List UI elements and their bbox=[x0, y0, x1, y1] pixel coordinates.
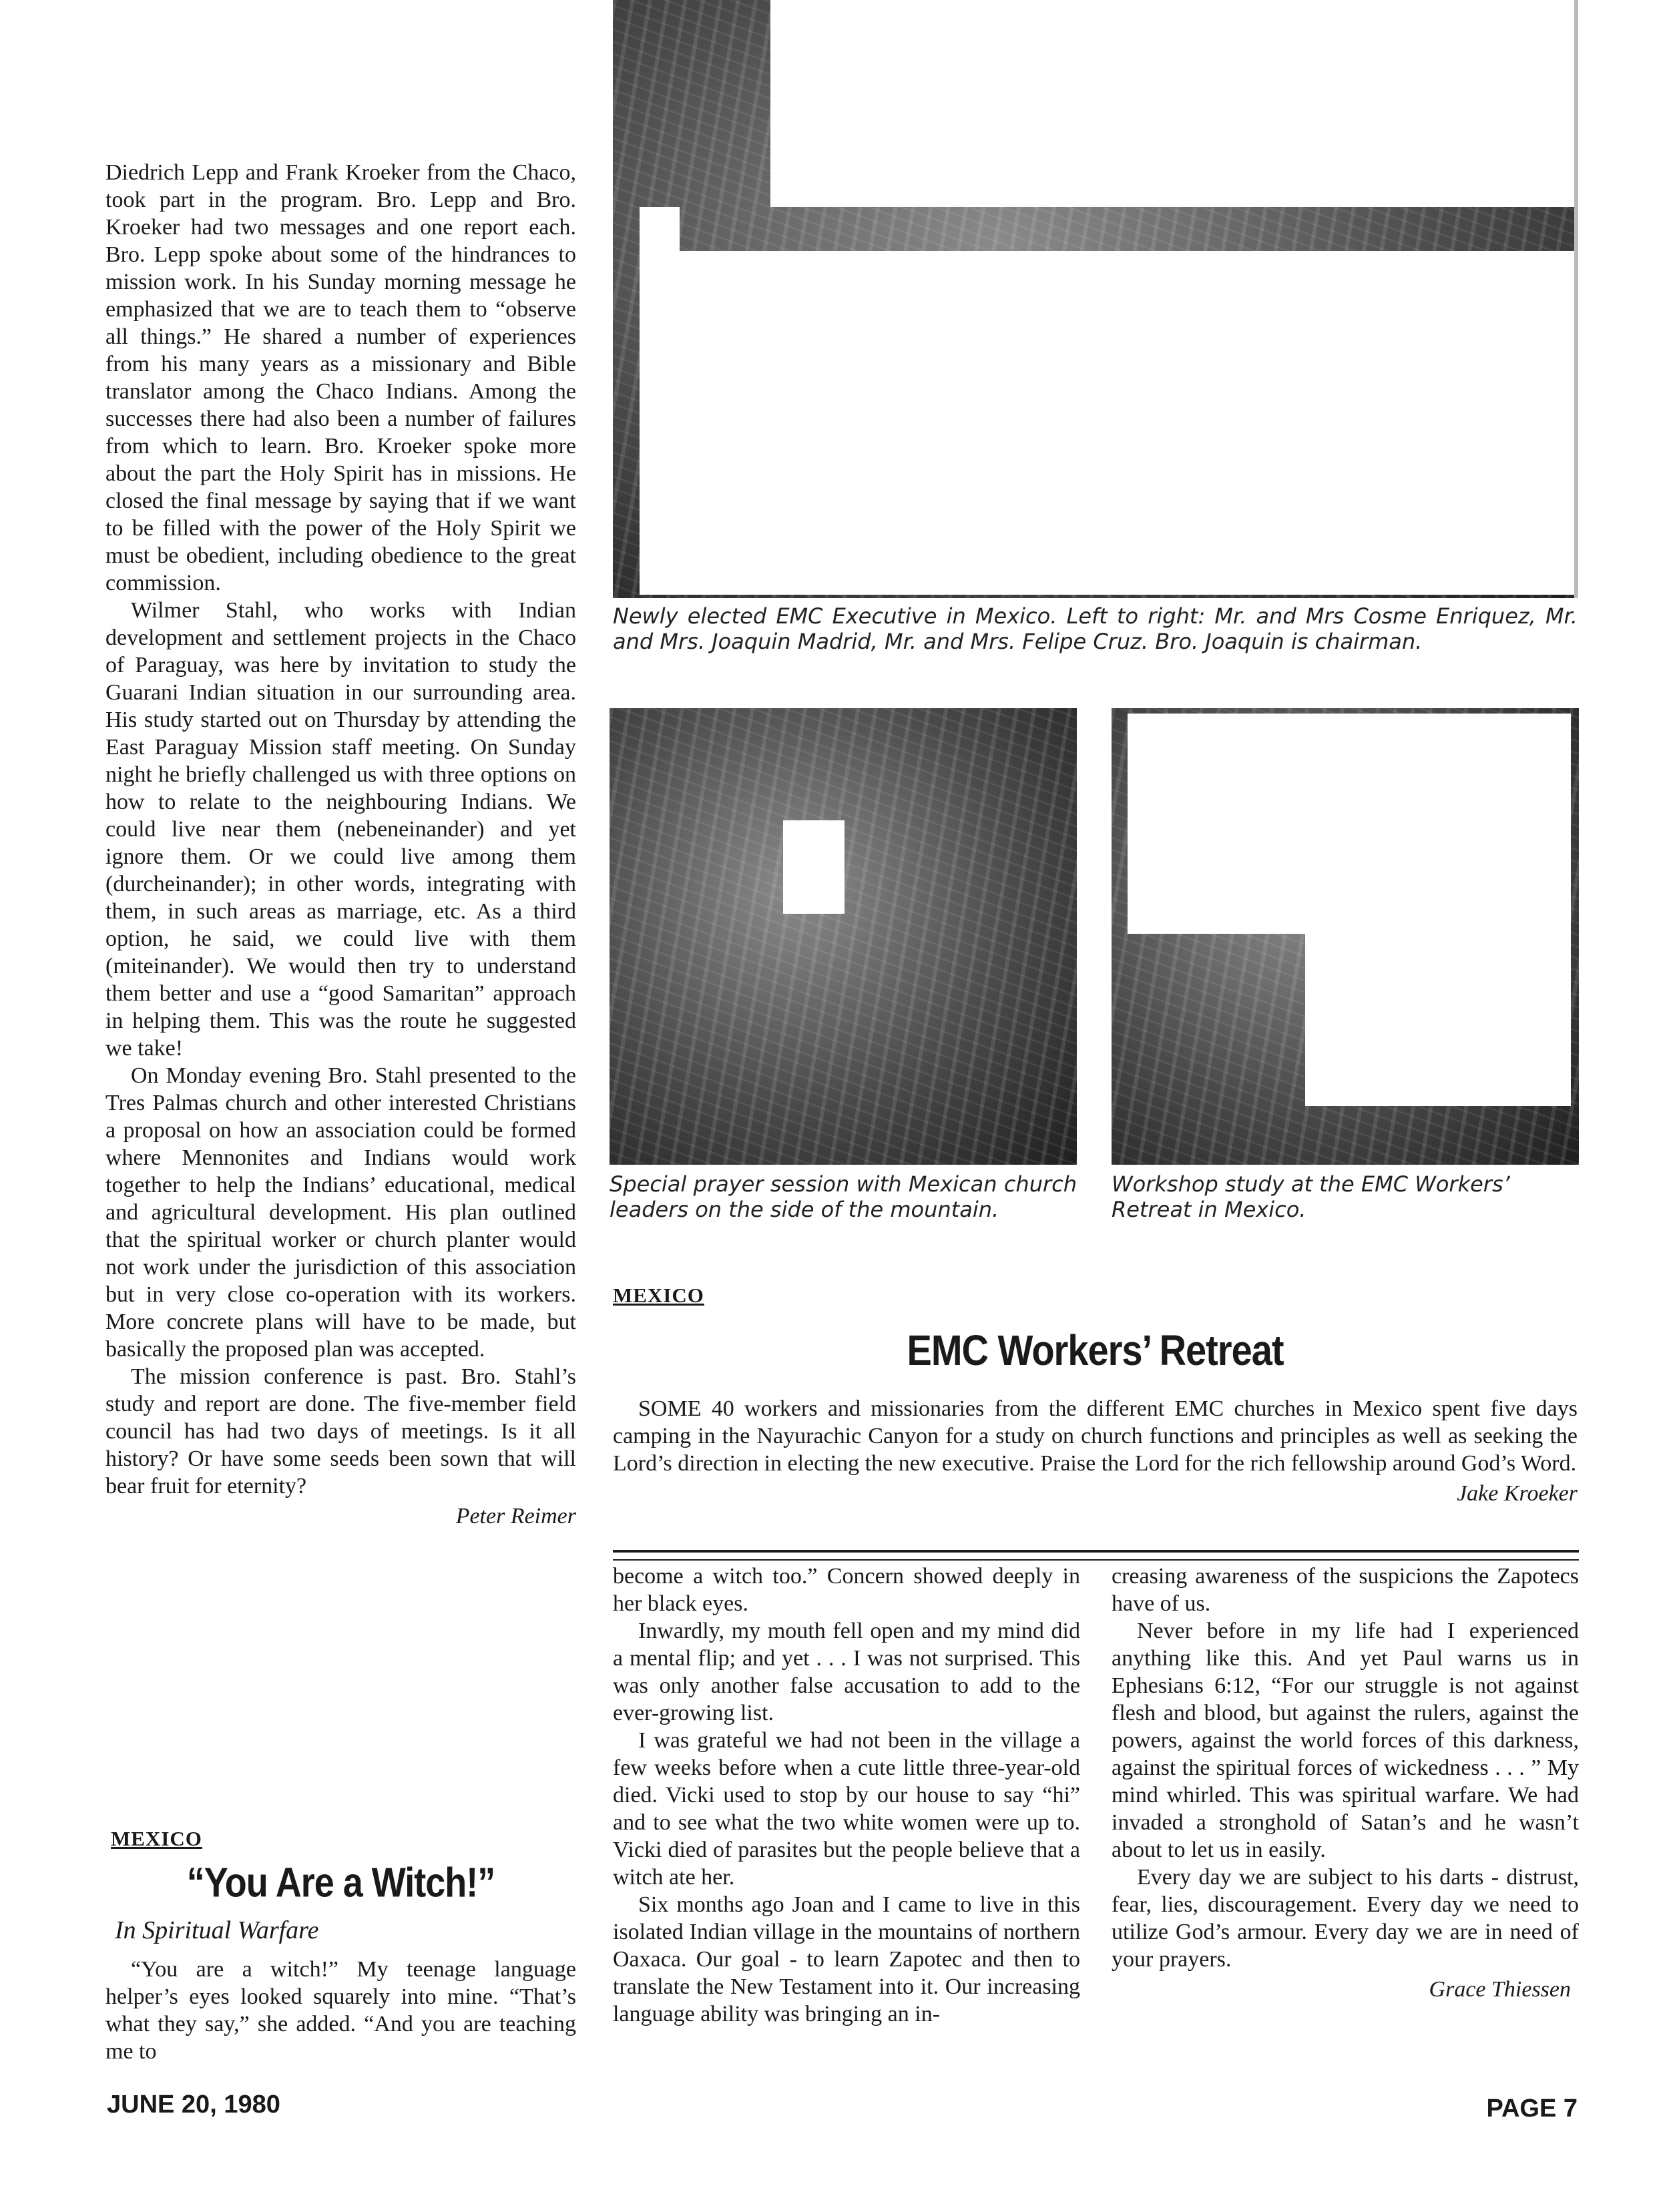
photo-workshop-study bbox=[1112, 708, 1579, 1165]
article-paragraph: Never before in my life had I experienced anything like this. And yet Paul warns us in Ephesians 6:12, “For our struggle is not against flesh and blood, but against the rulers, against the powers, against the world forces of this darkness, against the spiritual forces of wickedness . . . ” My mind whirled. This was spiritual warfare. We had invaded a stronghold of Satan’s and he wasn’t about to let us in easily. bbox=[1112, 1619, 1579, 1862]
photo-caption: Special prayer session with Mexican church leaders on the side of the mountain. bbox=[610, 1171, 1077, 1222]
section-tag: MEXICO bbox=[613, 1284, 704, 1307]
photo-caption: Newly elected EMC Executive in Mexico. Left to right: Mr. and Mrs Cosme Enriquez, Mr. and Mrs. Joaquin Madrid, Mr. and Mrs. Felipe Cruz. Bro. Joaquin is chairman. bbox=[613, 603, 1578, 654]
photo-prayer-session bbox=[610, 708, 1077, 1165]
article-middle-column bbox=[613, 1563, 1080, 2028]
article-paragraph: On Monday evening Bro. Stahl presented to the Tres Palmas church and other interested Christians a proposal on how an association could be formed where Mennonites and Indians would work together to help the Indians’ educational, medical and agricultural development. His plan outlined that the spiritual worker or church planter would not work under the jurisdiction of this association but in very close co-operation with its workers. More concrete plans will have to be made, but basically the proposed plan was accepted. bbox=[105, 1063, 576, 1362]
article-right-column bbox=[1112, 1563, 1579, 2003]
footer-date: JUNE 20, 1980 bbox=[107, 2091, 280, 2119]
divider bbox=[613, 1559, 1579, 1561]
article-paragraph: become a witch too.” Concern showed deeply in her black eyes. bbox=[613, 1564, 1080, 1616]
photo-caption: Workshop study at the EMC Workers’ Retreat in Mexico. bbox=[1112, 1171, 1510, 1222]
article-intro bbox=[105, 1956, 576, 2065]
footer-page-number: PAGE 7 bbox=[1486, 2095, 1578, 2123]
article-paragraph: Diedrich Lepp and Frank Kroeker from the Chaco, took part in the program. Bro. Lepp and Bro. Kroeker had two messages and one report each. Bro. Lepp spoke about some of the hindrances to mission work. In his Sunday morning message he emphasized that we are to teach them to “observe all things.” He shared a number of experiences from his many years as a missionary and Bible translator among the Chaco Indians. Among the successes there had also been a number of failures from which to learn. Bro. Kroeker spoke more about the part the Holy Spirit has in missions. He closed the final message by saying that if we want to be filled with the power of the Holy Spirit we must be obedient, including obedience to the great commission. bbox=[105, 160, 576, 595]
article-subhead: In Spiritual Warfare bbox=[115, 1916, 319, 1944]
article-paragraph: Wilmer Stahl, who works with Indian development and settlement projects in the Chaco of Paraguay, was here by invitation to study the Guarani Indian situation in our surrounding area. His study started out on Thursday by attending the East Paraguay Mission staff meeting. On Sunday night he briefly challenged us with three options on how to relate to the neighbouring Indians. We could live near them (nebeneinander) and yet ignore them. Or we could live among them (durcheinander); in other words, integrating with them, in such areas as marriage, etc. As a third option, he said, we could live with them (miteinander). We would then try to understand them better and use a “good Samaritan” approach in helping them. This was the route he suggested we take! bbox=[105, 598, 576, 1061]
article-paragraph: The mission conference is past. Bro. Stahl’s study and report are done. The five-member field council has had two days of meetings. Is it all history? Or have some seeds been sown that will bear fruit for eternity? bbox=[105, 1364, 576, 1498]
article-paragraph: creasing awareness of the suspicions the Zapotecs have of us. bbox=[1112, 1564, 1579, 1616]
article-paragraph: Every day we are subject to his darts - distrust, fear, lies, discouragement. Every day we need to utilize God’s armour. Every day we are in need of your prayers. bbox=[1112, 1865, 1579, 1972]
retreat-body bbox=[613, 1395, 1578, 1507]
article-left-column bbox=[105, 159, 576, 1530]
article-paragraph: Six months ago Joan and I came to live in this isolated Indian village in the mountains of northern Oaxaca. Our goal - to learn Zapotec and then to translate the New Testament into it. Our increasing language ability was bringing an in- bbox=[613, 1892, 1080, 2026]
article-signature: Peter Reimer bbox=[455, 1504, 576, 1529]
article-paragraph: SOME 40 workers and missionaries from the different EMC churches in Mexico spent five days camping in the Nayurachic Canyon for a study on church functions and principles as well as seeking the Lord’s direction in electing the new executive. Praise the Lord for the rich fellowship around God’s Word. bbox=[613, 1396, 1578, 1476]
article-headline: EMC Workers’ Retreat bbox=[907, 1326, 1284, 1374]
article-signature: Grace Thiessen bbox=[1429, 1977, 1571, 2002]
divider bbox=[613, 1550, 1579, 1553]
section-tag: MEXICO bbox=[111, 1827, 202, 1850]
article-headline: “You Are a Witch!” bbox=[186, 1860, 495, 1906]
article-paragraph: “You are a witch!” My teenage language helper’s eyes looked squarely into mine. “That’s what they say,” she added. “And you are teaching me to bbox=[105, 1957, 576, 2064]
article-signature: Jake Kroeker bbox=[1457, 1481, 1578, 1506]
photo-emc-executive bbox=[613, 0, 1578, 598]
article-paragraph: Inwardly, my mouth fell open and my mind did a mental flip; and yet . . . I was not surprised. This was only another false accusation to add to the ever-growing list. bbox=[613, 1619, 1080, 1725]
photo-edge bbox=[1574, 0, 1578, 598]
article-paragraph: I was grateful we had not been in the village a few weeks before when a cute little three-year-old died. Vicki used to stop by our house to say “hi” and to see what the two white women were up to. Vicki died of parasites but the people believe that a witch ate her. bbox=[613, 1728, 1080, 1890]
